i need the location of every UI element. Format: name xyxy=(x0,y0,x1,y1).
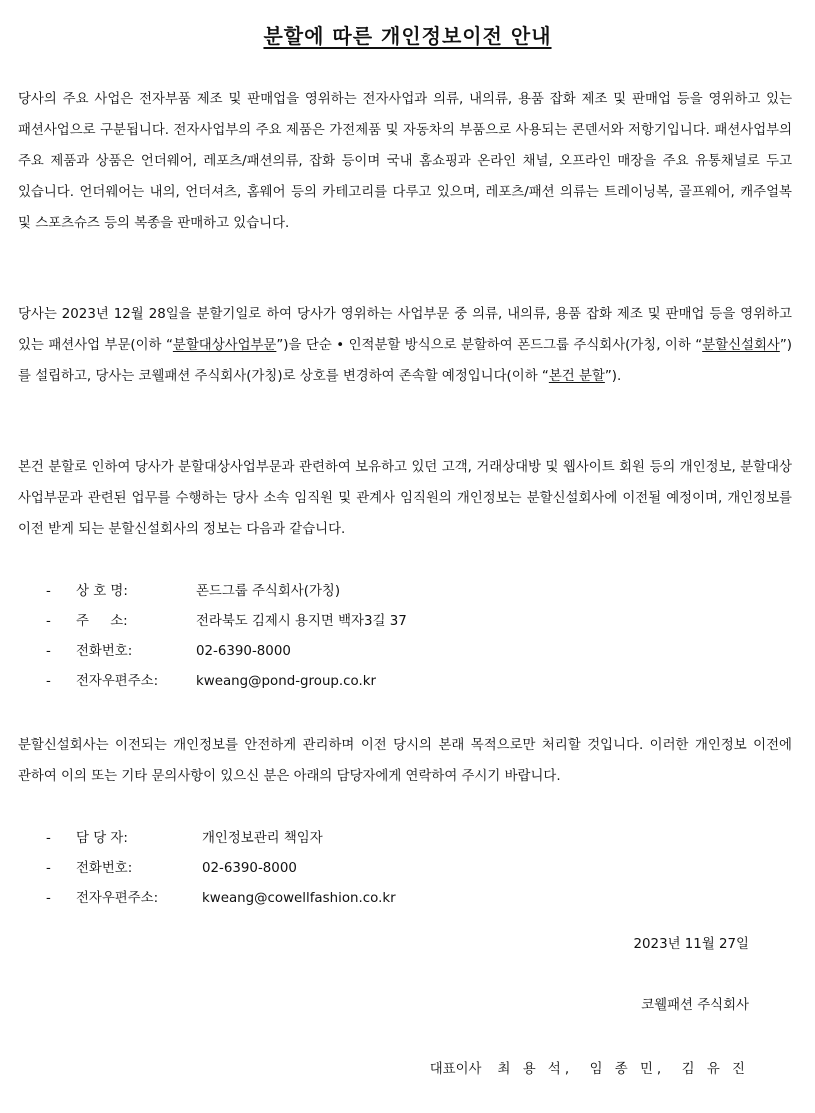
recipient-info-list xyxy=(46,577,407,697)
list-dash: - xyxy=(46,891,51,906)
business-overview-paragraph: 당사의 주요 사업은 전자부품 제조 및 판매업을 영위하는 전자사업과 의류, 내의류, 용품 잡화 제조 및 판매업 등을 영위하고 있는 패션사업으로 구분됩니다. 전자사업부의 주요 제품은 가전제품 및 자동차의 부품으로 사용되는 콘덴서와 저항기입니다. 패션사업부의 주요 제품과 상품은 언더웨어, 레포츠/패션의류, 잡화 등이며 국내 홈쇼핑과 온라인 채널, 오프라인 매장을 주요 유통채널로 두고 있습니다. 언더웨어는 내의, 언더셔츠, 홈웨어 등의 카테고리를 다루고 있으며, 레포츠/패션 의류는 트레이닝복, 골프웨어, 캐주얼복 및 스포츠슈즈 등의 복종을 판매하고 있습니다. xyxy=(18,92,792,231)
contact-info-row xyxy=(46,854,396,884)
contact-email-value: kweang@cowellfashion.co.kr xyxy=(202,891,396,906)
split-text-part1: 당사는 2023년 12월 28일을 분할기일로 하여 당사가 영위하는 사업부문 중 의류, 내의류, 용품 잡화 제조 및 판매업 등을 영위하고 있는 패션사업 부문(이하 “ xyxy=(18,307,792,353)
ceo-label: 대표이사 xyxy=(429,1062,482,1077)
ceo-names: 최 용 석, 임 종 민, 김 유 진 xyxy=(497,1062,749,1077)
contact-person-label: 담 당 자: xyxy=(76,831,128,846)
list-dash: - xyxy=(46,644,51,659)
contact-info-row xyxy=(46,824,396,854)
recipient-info-row xyxy=(46,577,407,607)
list-dash: - xyxy=(46,614,51,629)
company-name-value: 폰드그룹 주식회사(가칭) xyxy=(196,584,341,599)
recipient-info-row xyxy=(46,667,407,697)
list-dash: - xyxy=(46,674,51,689)
split-text-part3: ”)를 설립하고, 당사는 코웰패션 주식회사(가칭)로 상호를 변경하여 존속할 예정입니다(이하 “ xyxy=(18,338,792,384)
contact-phone-label: 전화번호: xyxy=(76,861,133,876)
split-term-target-division: 분할대상사업부문 xyxy=(172,338,277,353)
contact-info-row xyxy=(46,884,396,914)
company-name-label: 상 호 명: xyxy=(76,584,128,599)
split-text-part2: ”)을 단순 • 인적분할 방식으로 분할하여 폰드그룹 주식회사(가칭, 이하 “ xyxy=(276,338,703,353)
ceo-signature-line xyxy=(430,1058,749,1077)
issuing-company: 코웰패션 주식회사 xyxy=(641,998,749,1013)
data-transfer-paragraph: 본건 분할로 인하여 당사가 분할대상사업부문과 관련하여 보유하고 있던 고객, 거래상대방 및 웹사이트 회원 등의 개인정보, 분할대상 사업부문과 관련된 업무를 수행하는 당사 소속 임직원 및 관계사 임직원의 개인정보는 분할신설회사에 이전될 예정이며, 개인정보를 이전 받게 되는 분할신설회사의 정보는 다음과 같습니다. xyxy=(18,460,792,537)
contact-email-label: 전자우편주소: xyxy=(76,891,159,906)
document-title: 분할에 따른 개인정보이전 안내 xyxy=(263,24,552,48)
safeguard-paragraph: 분할신설회사는 이전되는 개인정보를 안전하게 관리하며 이전 당시의 본래 목적으로만 처리할 것입니다. 이러한 개인정보 이전에 관하여 이의 또는 기타 문의사항이 있으신 분은 아래의 담당자에게 연락하여 주시기 바랍니다. xyxy=(18,738,792,784)
split-term-this-split: 본건 분할 xyxy=(548,369,605,384)
notice-date: 2023년 11월 27일 xyxy=(633,937,749,952)
email-value: kweang@pond-group.co.kr xyxy=(196,674,377,689)
split-term-new-company: 분할신설회사 xyxy=(702,338,780,353)
list-dash: - xyxy=(46,584,51,599)
recipient-info-row xyxy=(46,637,407,667)
email-label: 전자우편주소: xyxy=(76,674,159,689)
contact-phone-value: 02-6390-8000 xyxy=(202,861,297,876)
list-dash: - xyxy=(46,861,51,876)
address-label: 주 소: xyxy=(76,614,128,629)
split-plan-paragraph xyxy=(18,299,792,392)
contact-info-list xyxy=(46,824,396,914)
recipient-info-row xyxy=(46,607,407,637)
split-text-part4: ”). xyxy=(604,369,622,384)
list-dash: - xyxy=(46,831,51,846)
address-value: 전라북도 김제시 용지면 백자3길 37 xyxy=(196,614,407,629)
phone-value: 02-6390-8000 xyxy=(196,644,291,659)
contact-person-value: 개인정보관리 책임자 xyxy=(202,831,323,846)
phone-label: 전화번호: xyxy=(76,644,133,659)
